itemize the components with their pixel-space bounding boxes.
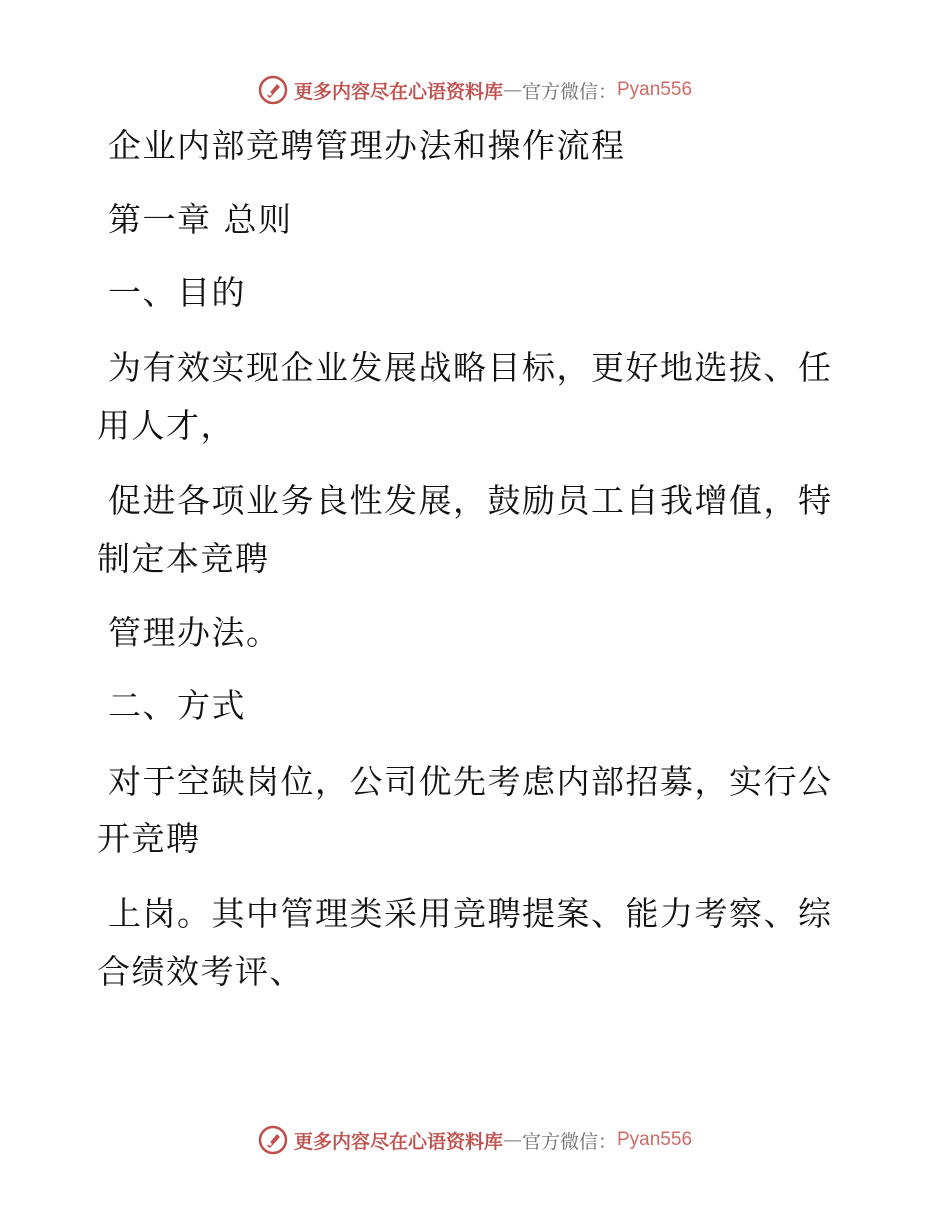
footer-watermark-banner (0, 1122, 950, 1158)
paragraph-line: 用人才， (97, 406, 235, 445)
paragraph-line: 制定本竞聘 (97, 539, 270, 578)
chapter-heading: 第一章 总则 (108, 200, 293, 239)
pen-nib-logo-icon (258, 75, 288, 105)
paragraph-line: 上岗。其中管理类采用竞聘提案、能力考察、综 (108, 894, 833, 933)
paragraph-line: 为有效实现企业发展战略目标，更好地选拔、任 (108, 348, 833, 387)
banner-site-text: 更多内容尽在心语资料库 (293, 1130, 503, 1153)
banner-wechat-label: 官方微信： (521, 1130, 617, 1153)
section-heading-purpose: 一、目的 (108, 273, 246, 312)
paragraph-line: 开竞聘 (97, 819, 201, 858)
header-watermark-banner (0, 72, 950, 108)
paragraph-line: 促进各项业务良性发展，鼓励员工自我增值，特 (108, 481, 833, 520)
banner-wechat-id: Pyan556 (617, 1129, 693, 1150)
document-title: 企业内部竞聘管理办法和操作流程 (108, 126, 626, 165)
banner-dash: — (502, 1129, 522, 1151)
paragraph-line: 合绩效考评、 (97, 952, 304, 991)
banner-wechat-id: Pyan556 (617, 79, 693, 100)
section-heading-method: 二、方式 (108, 686, 246, 725)
paragraph-line: 管理办法。 (108, 613, 281, 652)
banner-site-text: 更多内容尽在心语资料库 (293, 80, 503, 103)
banner-dash: — (502, 79, 522, 101)
pen-nib-logo-icon (258, 1125, 288, 1155)
banner-wechat-label: 官方微信： (521, 80, 617, 103)
paragraph-line: 对于空缺岗位，公司优先考虑内部招募，实行公 (108, 762, 833, 801)
